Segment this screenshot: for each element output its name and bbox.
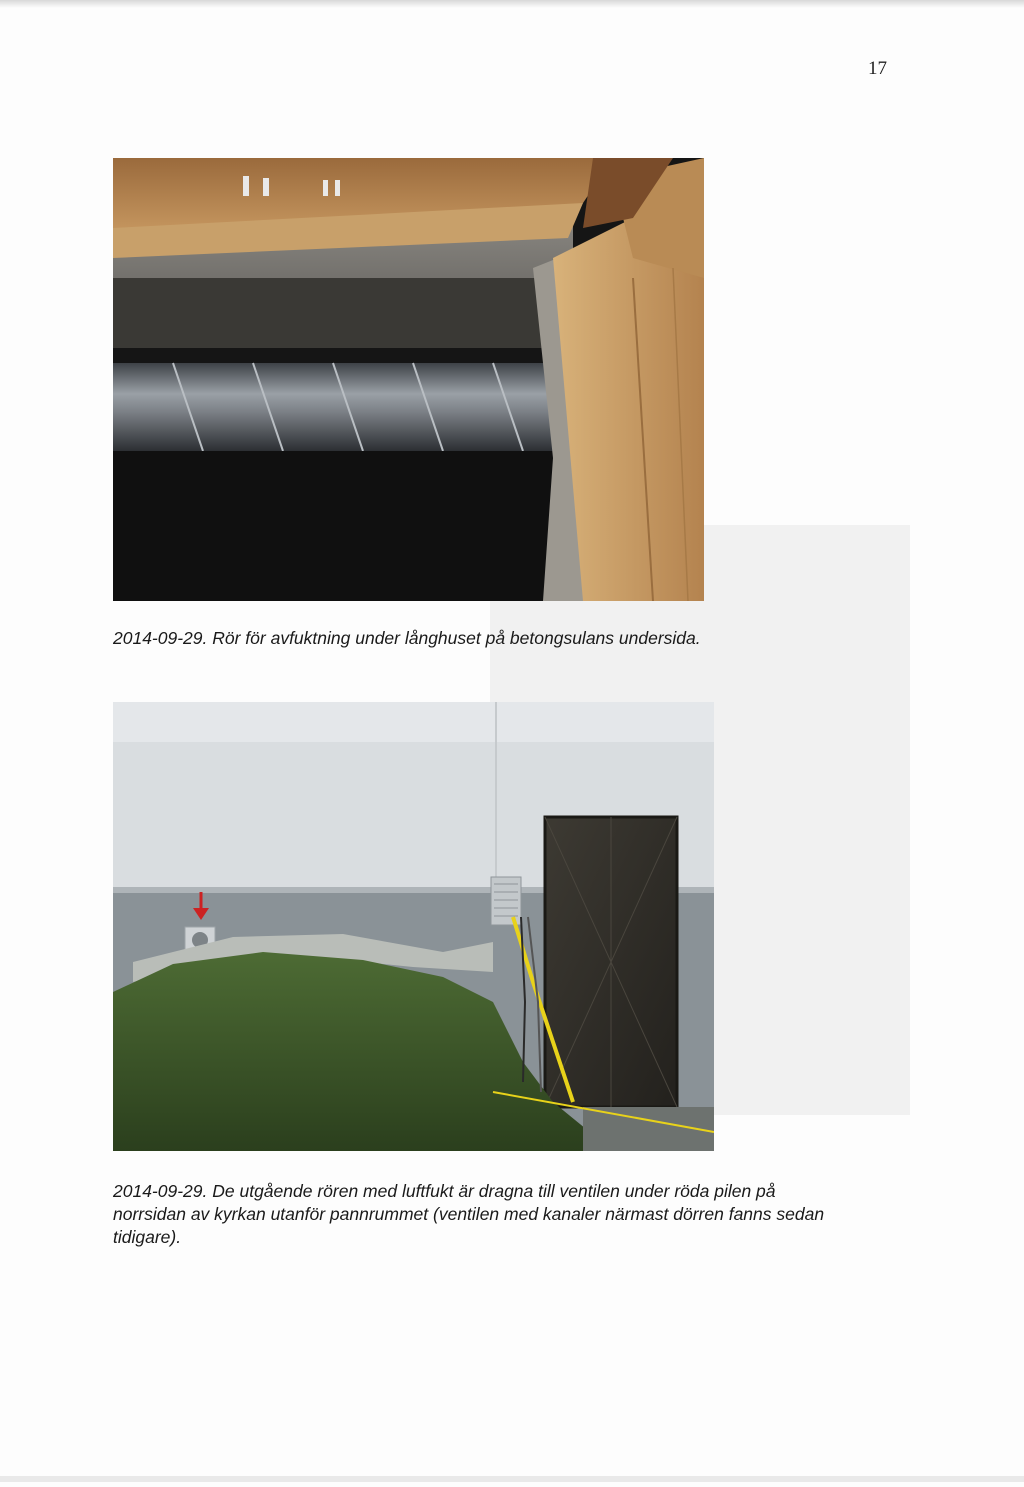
scan-edge bbox=[0, 0, 1024, 8]
figure-2-caption-line: norrsidan av kyrkan utanför pannrummet (ventilen med kanaler närmast dörren fanns sedan bbox=[113, 1204, 825, 1224]
scan-bottom-edge bbox=[0, 1476, 1024, 1482]
figure-2-caption-line: 2014-09-29. De utgående rören med luftfukt är dragna till ventilen under röda pilen på bbox=[113, 1181, 776, 1201]
page-number: 17 bbox=[868, 58, 887, 79]
photo-dehumidifier-duct bbox=[113, 158, 704, 601]
duct-photo-illustration bbox=[113, 158, 704, 601]
wall-photo-illustration bbox=[113, 702, 714, 1151]
photo-church-north-wall bbox=[113, 702, 714, 1151]
figure-2-caption bbox=[113, 1180, 923, 1249]
figure-1-caption: 2014-09-29. Rör för avfuktning under långhuset på betongsulans undersida. bbox=[113, 628, 701, 648]
figure-2-caption-line: tidigare). bbox=[113, 1227, 182, 1247]
